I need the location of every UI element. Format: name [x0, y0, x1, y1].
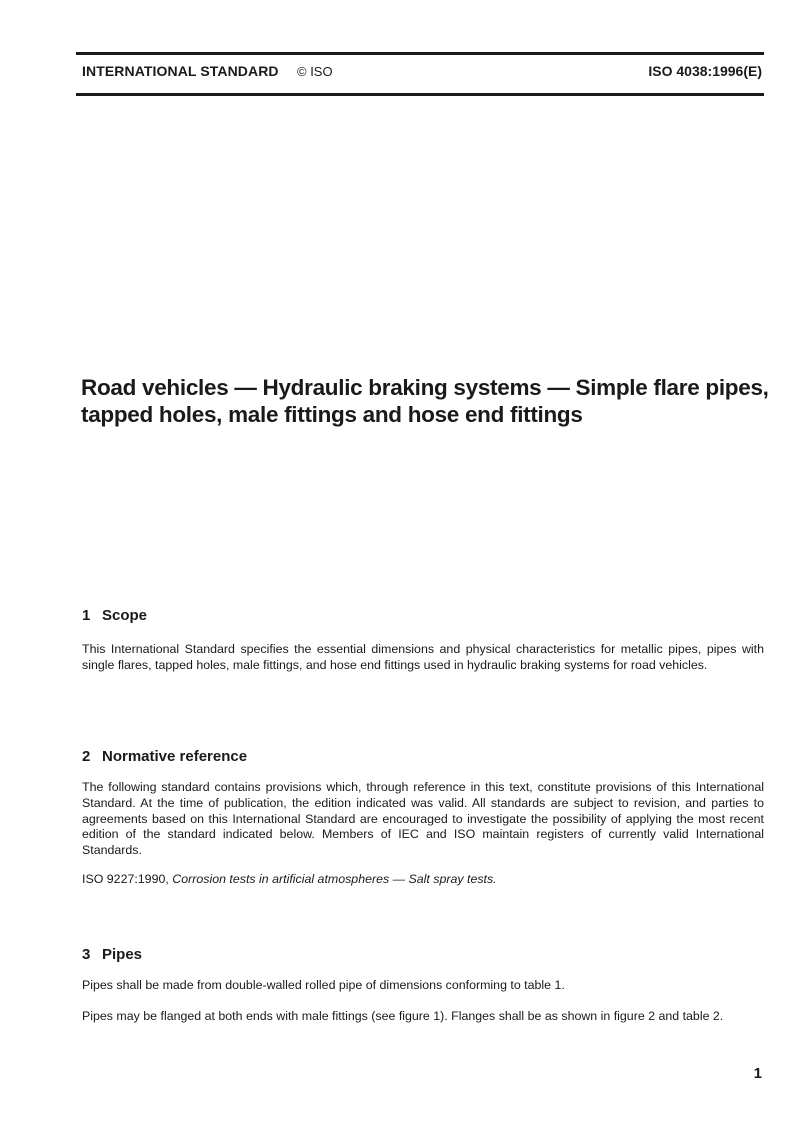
section-number: 2	[82, 748, 91, 765]
section-title: Scope	[102, 607, 148, 624]
pipes-paragraph-2: Pipes may be flanged at both ends with male fittings (see figure 1). Flanges shall be as shown in figure 2 and table 2.	[82, 1009, 724, 1023]
page-header	[82, 63, 762, 87]
document-type-label: INTERNATIONAL STANDARD	[82, 63, 279, 79]
document-title: Road vehicles — Hydraulic braking systems — Simple flare pipes, tapped holes, male fittings and hose end fittings	[81, 375, 769, 427]
section-title: Pipes	[102, 946, 143, 963]
standard-number-label: ISO 4038:1996(E)	[648, 63, 762, 79]
section-heading-normative-reference	[82, 748, 247, 765]
section-heading-scope	[82, 607, 147, 624]
section-title: Normative reference	[102, 748, 248, 765]
normative-paragraph: The following standard contains provisions which, through reference in this text, constitute provisions of this International Standard. At the time of publication, the edition indicated was valid. All standards are subject to revision, and parties to agreements based on this International Standard are encouraged to investigate the possibility of applying the most recent edition of the standard indicated below. Members of IEC and ISO maintain registers of currently valid International Standards.	[82, 780, 764, 858]
pipes-paragraph-1: Pipes shall be made from double-walled rolled pipe of dimensions conforming to table 1.	[82, 978, 565, 992]
section-number: 1	[82, 607, 91, 624]
page-number: 1	[753, 1065, 762, 1082]
reference-code: ISO 9227:1990,	[82, 872, 169, 886]
reference-title: Corrosion tests in artificial atmospheres — Salt spray tests.	[172, 872, 497, 886]
copyright-label: © ISO	[297, 64, 333, 79]
normative-reference-entry	[82, 872, 764, 888]
section-number: 3	[82, 946, 91, 963]
header-top-rule	[76, 52, 764, 55]
header-bottom-rule	[76, 93, 764, 96]
scope-paragraph: This International Standard specifies the essential dimensions and physical characteristics for metallic pipes, pipes with single flares, tapped holes, male fittings, and hose end fittings used in hydraulic braking systems for road vehicles.	[82, 642, 764, 672]
section-heading-pipes	[82, 946, 142, 963]
